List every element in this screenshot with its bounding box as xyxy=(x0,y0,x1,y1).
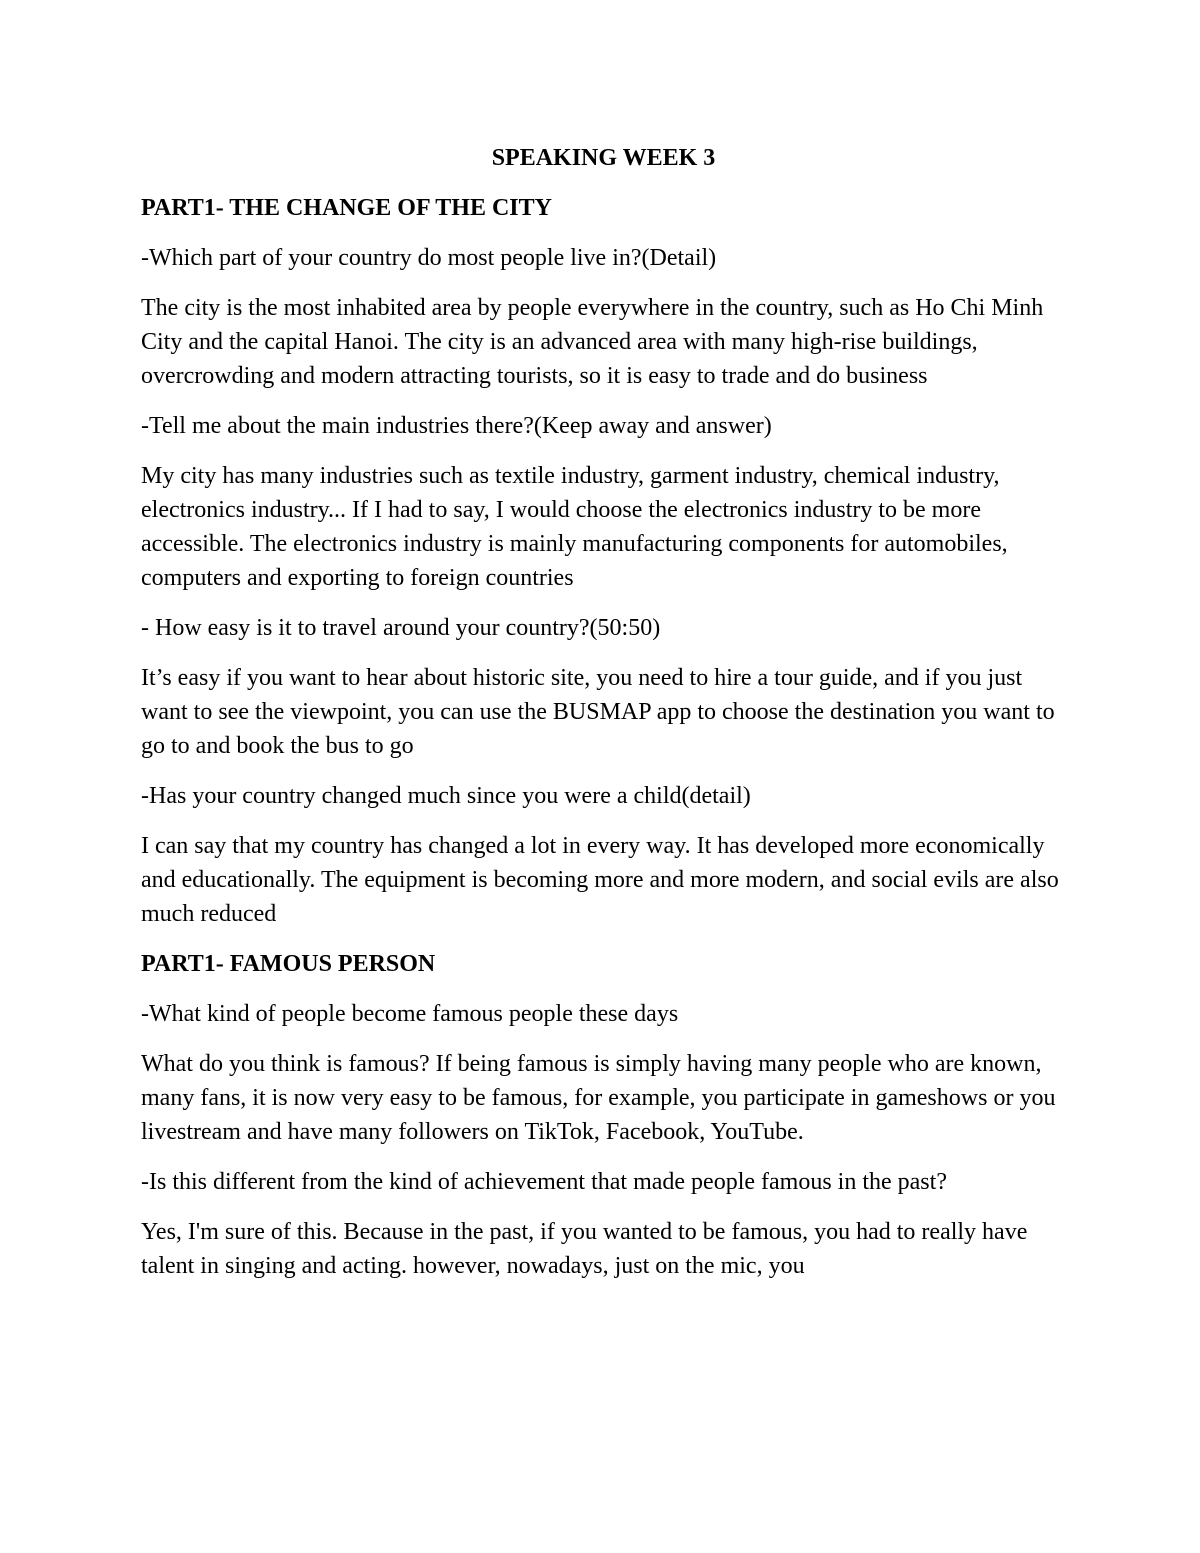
answer-text: My city has many industries such as textile industry, garment industry, chemical industry, electronics industry... If I had to say, I would choose the electronics industry to be more accessible. The electronics industry is mainly manufacturing components for automobiles, computers and exporting to foreign countries xyxy=(141,463,1008,591)
question-text: -Tell me about the main industries there?(Keep away and answer) xyxy=(141,413,772,439)
question-text: - How easy is it to travel around your country?(50:50) xyxy=(141,615,661,641)
answer-text: It’s easy if you want to hear about historic site, you need to hire a tour guide, and if you just want to see the viewpoint, you can use the BUSMAP app to choose the destination you want to go to and book the bus to go xyxy=(141,665,1055,759)
section-heading-city-change: PART1- THE CHANGE OF THE CITY xyxy=(141,195,552,221)
document-body xyxy=(141,141,1066,1299)
question-text: -Which part of your country do most people live in?(Detail) xyxy=(141,245,717,271)
document-title: SPEAKING WEEK 3 xyxy=(491,145,716,171)
answer-text: Yes, I'm sure of this. Because in the past, if you wanted to be famous, you had to really have talent in singing and acting. however, nowadays, just on the mic, you xyxy=(141,1219,1028,1279)
section-heading-famous-person: PART1- FAMOUS PERSON xyxy=(141,951,436,977)
question-text: -Is this different from the kind of achievement that made people famous in the past? xyxy=(141,1169,947,1195)
question-text: -What kind of people become famous people these days xyxy=(141,1001,679,1027)
answer-text: The city is the most inhabited area by people everywhere in the country, such as Ho Chi Minh City and the capital Hanoi. The city is an advanced area with many high-rise buildings, overcrowding and modern attracting tourists, so it is easy to trade and do business xyxy=(141,295,1044,389)
question-text: -Has your country changed much since you were a child(detail) xyxy=(141,783,751,809)
answer-text: I can say that my country has changed a lot in every way. It has developed more economically and educationally. The equipment is becoming more and more modern, and social evils are also much reduced xyxy=(141,833,1059,927)
answer-text: What do you think is famous? If being famous is simply having many people who are known, many fans, it is now very easy to be famous, for example, you participate in gameshows or you livestream and have many followers on TikTok, Facebook, YouTube. xyxy=(141,1051,1056,1145)
